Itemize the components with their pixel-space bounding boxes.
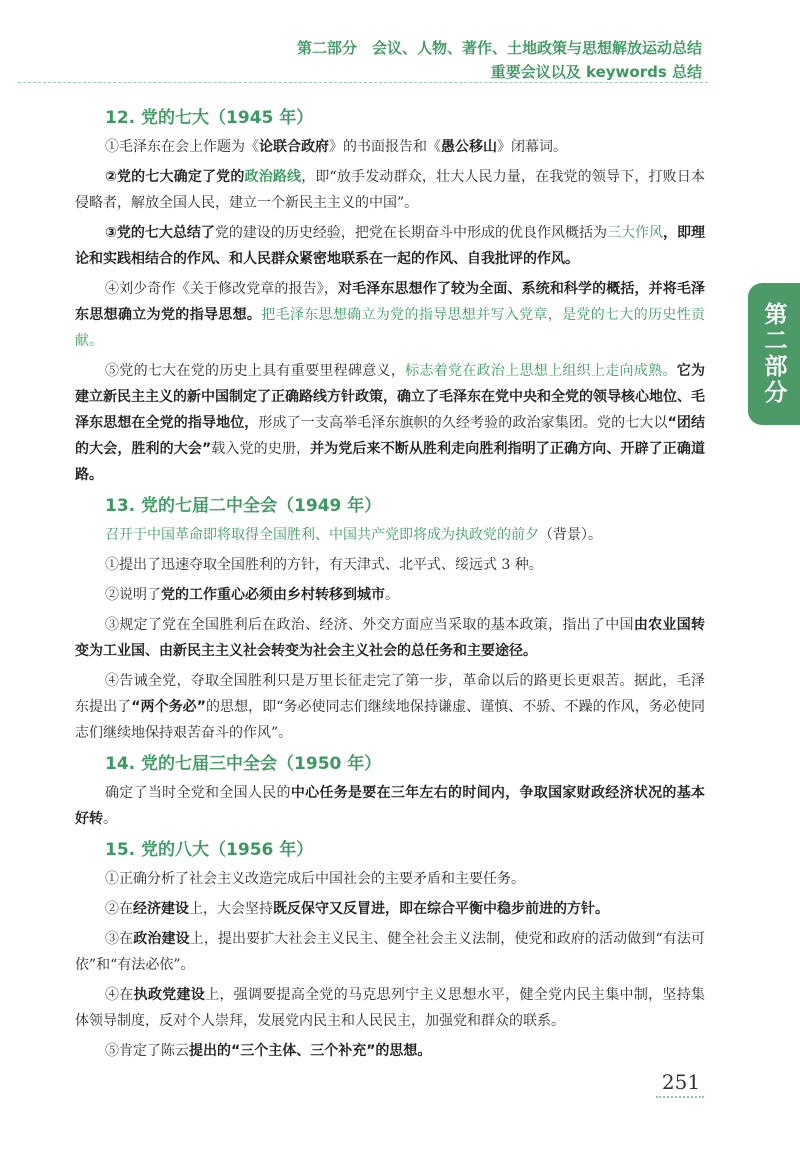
text-run: ⑤肯定了陈云 bbox=[105, 1043, 189, 1059]
text-run: 执政党建设 bbox=[133, 987, 206, 1003]
text-run: 论联合政府 bbox=[259, 139, 329, 155]
paragraph bbox=[75, 668, 705, 746]
text-run: 中心任务是要在三年左右的时间内，争取国家财政经济状况的基本好转 bbox=[75, 785, 706, 827]
text-run: ①毛泽东在会上作题为《 bbox=[105, 139, 259, 155]
paragraph bbox=[75, 358, 705, 488]
section-title: 12. 党的七大（1945 年） bbox=[105, 108, 314, 128]
text-run: 党的建设的历史经验，把党在长期奋斗中形成的优良作风概括为 bbox=[214, 225, 607, 241]
text-run: 的思想，即“务必使同志们继续地保持谦虚、谨慎、不骄、不躁的作风，务必使同志们继续地保持艰苦奋斗的作风”。 bbox=[75, 699, 706, 741]
text-run: 上，大会坚持 bbox=[189, 901, 273, 917]
text-run: ⑤党的七大在党的历史上具有重要里程碑意义， bbox=[105, 363, 406, 379]
text-run: ①提出了迅速夺取全国胜利的方针，有天津式、北平式、绥远式 3 种。 bbox=[105, 557, 543, 573]
paragraph bbox=[75, 866, 705, 892]
text-run: ④在 bbox=[105, 987, 134, 1003]
text-run: “团结的大会，胜利的大会” bbox=[75, 415, 706, 457]
text-run: 并为党后来不断从胜利走向胜利指明了正确方向、开辟了正确道路。 bbox=[75, 441, 706, 483]
text-run: ，即理论和实践相结合的作风、和人民群众紧密地联系在一起的作风、自我批评的作风。 bbox=[75, 225, 706, 267]
text-run: 标志着党在政治上思想上组织上走向成熟。 bbox=[405, 363, 677, 379]
text-run: ②党的七大确定了党的 bbox=[105, 169, 245, 185]
text-run: 上，提出要扩大社会主义民主、健全社会主义法制，使党和政府的活动做到“有法可依”和“有法必依”。 bbox=[75, 931, 706, 973]
text-run: 党的工作重心必须由乡村转移到城市 bbox=[161, 587, 385, 603]
text-run: ②说明了 bbox=[105, 587, 161, 603]
text-run: ③在 bbox=[105, 931, 134, 947]
text-run: ③党的七大总结了 bbox=[105, 225, 215, 241]
text-run: ③规定了党在全国胜利后在政治、经济、外交方面应当采取的基本政策，指出了中国 bbox=[105, 617, 634, 633]
text-run: 。 bbox=[385, 587, 399, 603]
text-run: ①正确分析了社会主义改造完成后中国社会的主要矛盾和主要任务。 bbox=[105, 871, 525, 887]
text-run: 。 bbox=[103, 811, 117, 827]
paragraph bbox=[75, 896, 705, 922]
paragraph bbox=[75, 780, 705, 832]
text-run: 提出的“三个主体、三个补充”的思想。 bbox=[189, 1043, 432, 1059]
text-run: 经济建设 bbox=[133, 901, 189, 917]
paragraph bbox=[75, 1038, 705, 1064]
paragraph bbox=[75, 522, 705, 548]
paragraph bbox=[75, 276, 705, 354]
text-run: 对毛泽东思想作了较为全面、系统和科学的概括，并将毛泽东思想确立为党的指导思想。 bbox=[75, 281, 706, 323]
text-run: 政治路线 bbox=[244, 169, 302, 185]
paragraph bbox=[75, 982, 705, 1034]
text-run: “两个务必” bbox=[131, 699, 206, 715]
text-run: 载入党的史册， bbox=[211, 441, 311, 457]
paragraph bbox=[75, 552, 705, 578]
text-run: 上，强调要提高全党的马克思列宁主义思想水平，健全党内民主集中制，坚持集体领导制度，反对个人崇拜，发展党内民主和人民民主，加强党和群众的联系。 bbox=[75, 987, 706, 1029]
header-line-1: 第二部分 会议、人物、著作、土地政策与思想解放运动总结 bbox=[296, 39, 702, 57]
page-body bbox=[75, 104, 705, 1068]
text-run: 它为建立新民主主义的新中国制定了正确路线方针政策，确立了毛泽东在党中央和全党的领导核心地位、毛泽东思想在全党的指导地位， bbox=[75, 363, 706, 431]
text-run: 召开于中国革命即将取得全国胜利、中国共产党即将成为执政党的前夕 bbox=[105, 527, 539, 543]
text-run: （背景）。 bbox=[539, 527, 602, 543]
section-side-tab: 第二部分 bbox=[748, 283, 800, 425]
header-divider bbox=[18, 82, 708, 83]
section-title: 14. 党的七届三中全会（1950 年） bbox=[105, 754, 382, 774]
paragraph bbox=[75, 582, 705, 608]
paragraph bbox=[75, 220, 705, 272]
text-run: ④告诫全党，夺取全国胜利只是万里长征走完了第一步，革命以后的路更长更艰苦。据此，毛泽东提出了 bbox=[75, 673, 705, 715]
paragraph bbox=[75, 612, 705, 664]
paragraph bbox=[75, 134, 705, 160]
text-run: 政治建设 bbox=[133, 931, 190, 947]
text-run: ④刘少奇作《关于修改党章的报告》， bbox=[105, 281, 339, 297]
text-run: ，即“放手发动群众，壮大人民力量，在我党的领导下，打败日本侵略者，解放全国人民，建立一个新民主主义的中国”。 bbox=[75, 169, 706, 211]
page-number-ornament bbox=[656, 1096, 704, 1106]
text-run: ②在 bbox=[105, 901, 133, 917]
page-number: 251 bbox=[661, 1070, 701, 1094]
text-run: 由农业国转变为工业国、由新民主主义社会转变为社会主义社会的总任务和主要途径。 bbox=[75, 617, 705, 659]
paragraph bbox=[75, 926, 705, 978]
header-line-2: 重要会议以及 keywords 总结 bbox=[490, 63, 702, 81]
text-run: 确定了当时全党和全国人民的 bbox=[105, 785, 291, 801]
text-run: 》闭幕词。 bbox=[497, 139, 567, 155]
section-title: 13. 党的七届二中全会（1949 年） bbox=[105, 496, 382, 516]
running-header bbox=[182, 36, 702, 84]
text-run: 愚公移山 bbox=[441, 139, 497, 155]
paragraph bbox=[75, 164, 705, 216]
text-run: 三大作风 bbox=[606, 225, 663, 241]
text-run: 形成了一支高举毛泽东旗帜的久经考验的政治家集团。党的七大以 bbox=[258, 415, 668, 431]
text-run: 既反保守又反冒进，即在综合平衡中稳步前进的方针。 bbox=[273, 901, 609, 917]
text-run: 把毛泽东思想确立为党的指导思想并写入党章，是党的七大的历史性贡献。 bbox=[75, 307, 705, 349]
section-title: 15. 党的八大（1956 年） bbox=[105, 840, 314, 860]
text-run: 》的书面报告和《 bbox=[329, 139, 441, 155]
